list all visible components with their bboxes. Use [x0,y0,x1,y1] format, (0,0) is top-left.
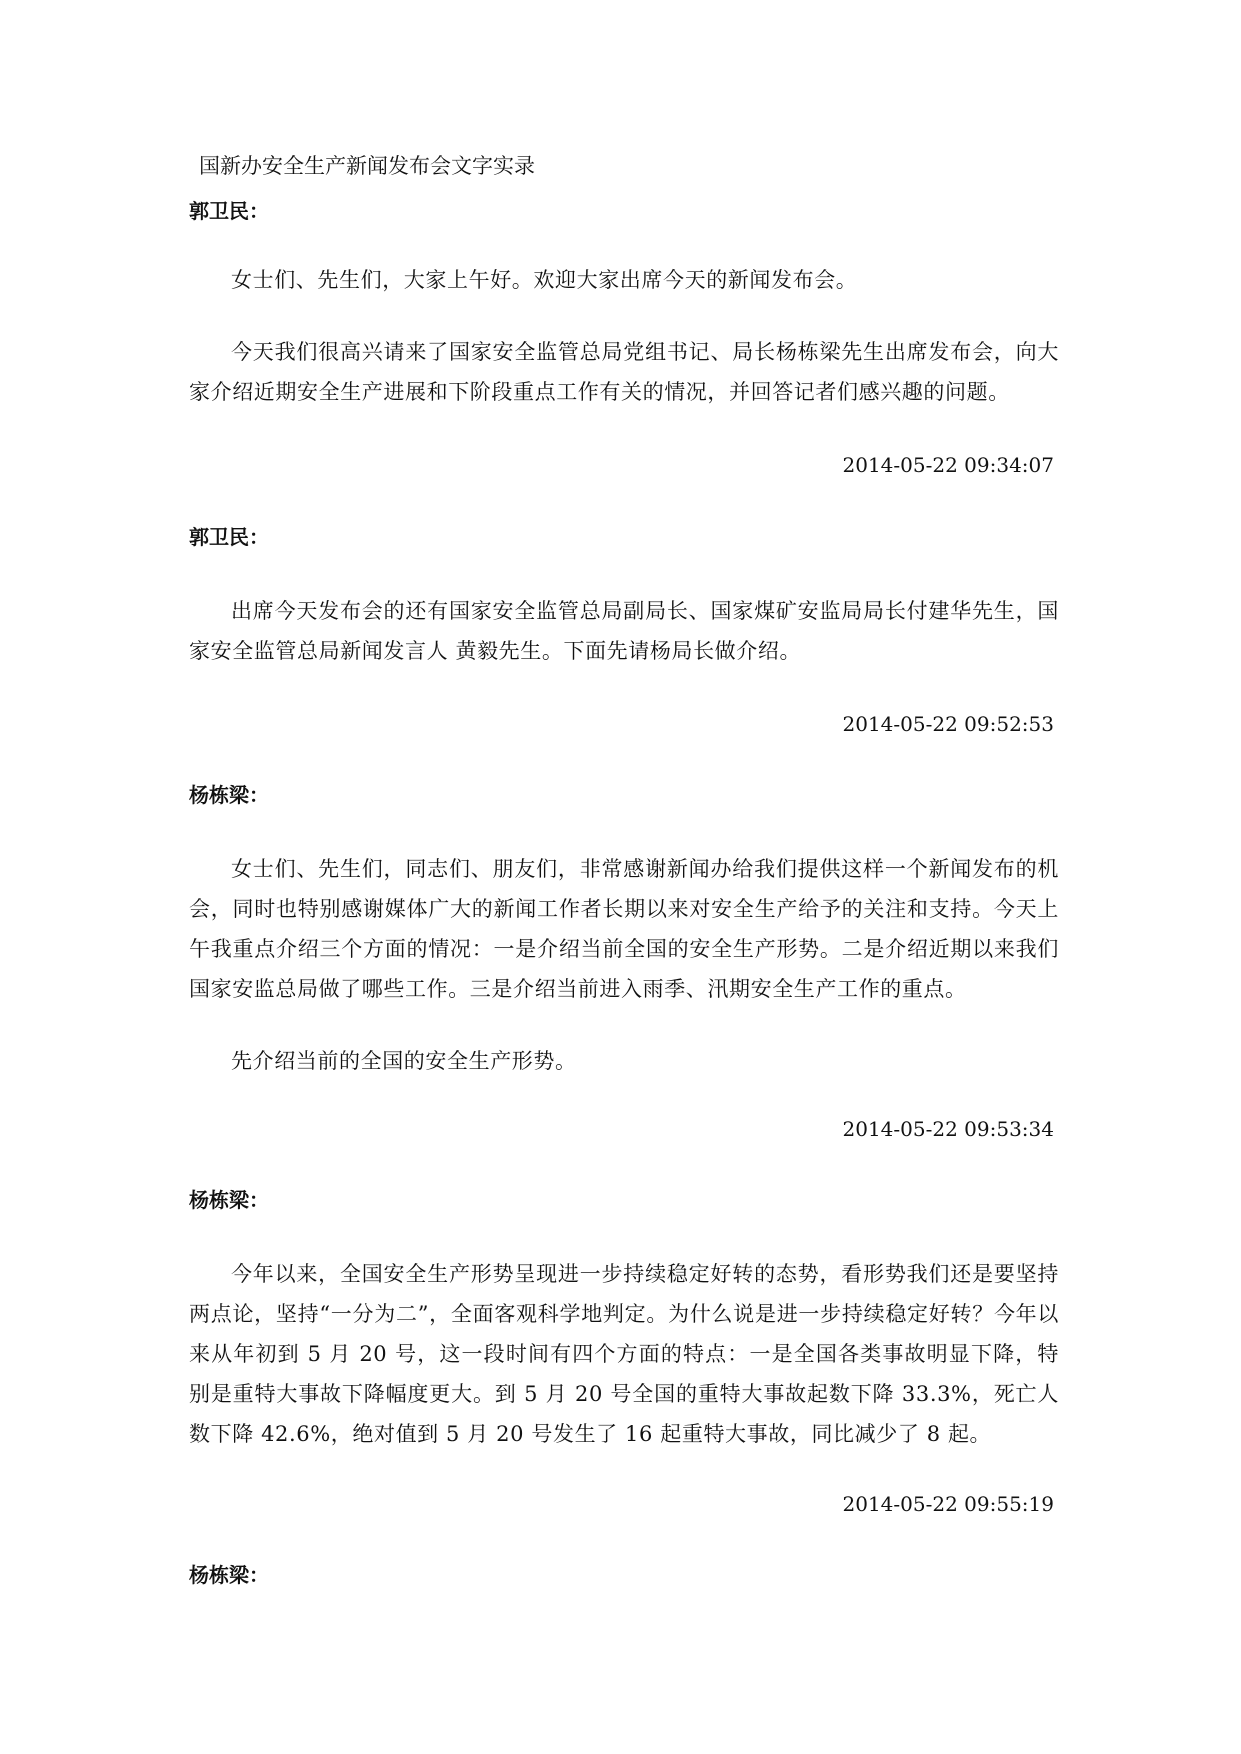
speaker-name: 杨栋梁： [189,1563,269,1587]
timestamp: 2014-05-22 09:52:53 [842,712,1054,736]
timestamp: 2014-05-22 09:55:19 [842,1492,1054,1516]
speaker-name: 杨栋梁： [189,783,269,807]
speaker-name: 杨栋梁： [189,1188,269,1212]
transcript-paragraph: 今天我们很高兴请来了国家安全监管总局党组书记、局长杨栋梁先生出席发布会，向大家介绍近期安全生产进展和下阶段重点工作有关的情况，并回答记者们感兴趣的问题。 [189,340,1059,404]
transcript-paragraph: 女士们、先生们，同志们、朋友们，非常感谢新闻办给我们提供这样一个新闻发布的机会，同时也特别感谢媒体广大的新闻工作者长期以来对安全生产给予的关注和支持。今天上午我重点介绍三个方面的情况：一是介绍当前全国的安全生产形势。二是介绍近期以来我们国家安监总局做了哪些工作。三是介绍当前进入雨季、汛期安全生产工作的重点。 [189,857,1059,1001]
speaker-name: 郭卫民： [189,525,269,549]
timestamp: 2014-05-22 09:34:07 [842,453,1054,477]
transcript-paragraph: 今年以来，全国安全生产形势呈现进一步持续稳定好转的态势，看形势我们还是要坚持两点论，坚持“一分为二”，全面客观科学地判定。为什么说是进一步持续稳定好转？今年以来从年初到 5 月 20 号，这一段时间有四个方面的特点：一是全国各类事故明显下降，特别是重特大事故下降幅度更大。到 5 月 20 号全国的重特大事故起数下降 33.3%，死亡人数下降 42.6%，绝对值到 5 月 20 号发生了 16 起重特大事故，同比减少了 8 起。 [189,1262,1059,1446]
speaker-name: 郭卫民： [189,199,269,223]
transcript-paragraph: 女士们、先生们，大家上午好。欢迎大家出席今天的新闻发布会。 [231,268,858,292]
document-title: 国新办安全生产新闻发布会文字实录 [199,154,535,178]
timestamp: 2014-05-22 09:53:34 [842,1117,1054,1141]
transcript-paragraph: 出席今天发布会的还有国家安全监管总局副局长、国家煤矿安监局局长付建华先生，国家安全监管总局新闻发言人 黄毅先生。下面先请杨局长做介绍。 [189,599,1059,663]
transcript-paragraph: 先介绍当前的全国的安全生产形势。 [231,1049,577,1073]
